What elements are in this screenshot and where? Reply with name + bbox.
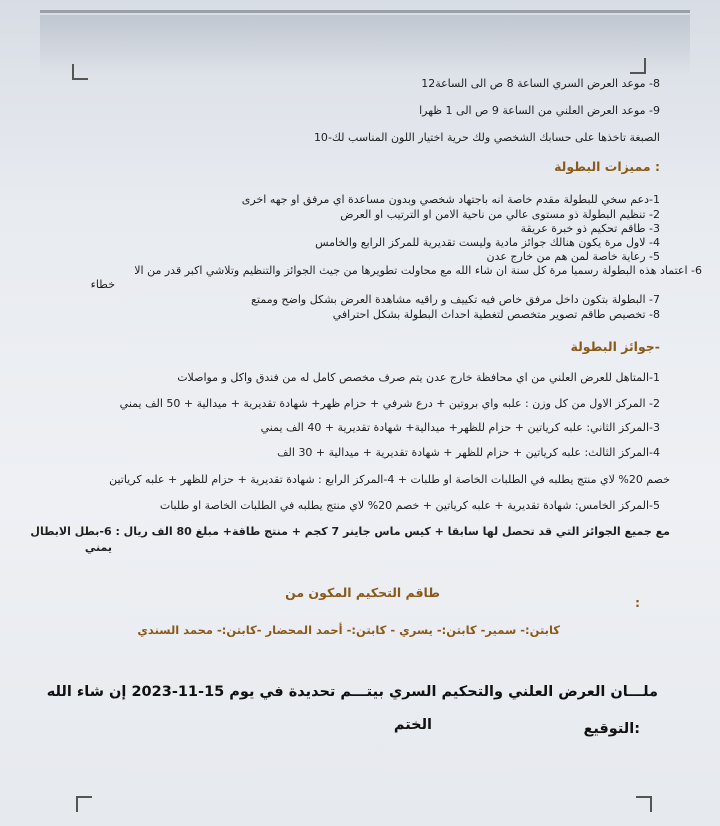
prize-item: 2- المركز الاول من كل وزن : علبه واي بروتين + درع شرفي + حزام ظهر+ شهادة تقديرية + ميدالية + 50 الف يمني xyxy=(119,397,660,410)
schedule-item-10: الصبغة تاخذها على حسابك الشخصي ولك حرية اختيار اللون المناسب لك-10 xyxy=(313,131,660,144)
prize-item: 4-المركز الثالث: علبه كرياتين + حزام للظهر + شهادة تقديرية + ميدالية + 30 الف xyxy=(277,446,660,459)
final-date-note: ملـــان العرض العلني والتحكيم السري بيتـــم تحديدة في يوم 15-11-2023 إن شاء الله xyxy=(46,684,658,700)
schedule-item-8: 8- موعد العرض السري الساعة 8 ص الى الساعة12 xyxy=(421,77,660,90)
feature-item: 8- تخصيص طاقم تصوير متخصص لتغطية احداث البطولة بشكل احترافي xyxy=(332,308,660,321)
prize-item: 5-المركز الخامس: شهادة تقديرية + علبه كرياتين + خصم 20% لاي منتج يطلبه في الطلبات الخاصة او طلبات xyxy=(159,499,660,512)
signature-label: :التوقيع xyxy=(583,721,640,737)
feature-item: 3- طاقم تحكيم ذو خبرة عريقة xyxy=(520,222,660,235)
judges-names: كابتن:- سمير- كابتن:- يسري - كابتن:- أحمد المحضار -كابتن:- محمد السندي xyxy=(137,623,560,637)
corner-mark-top-left xyxy=(72,64,88,80)
prize-item-continuation: يمني xyxy=(84,541,112,554)
prize-item: 1-المتاهل للعرض العلني من اي محافظة خارج عدن يتم صرف مخصص كامل له من فندق واكل و مواصلات xyxy=(177,371,660,384)
judges-colon: : xyxy=(635,595,640,610)
feature-item: 4- لاول مرة يكون هنالك جوائز مادية وليست تقديرية للمركز الرابع والخامس xyxy=(315,236,660,249)
judges-heading: طاقم التحكيم المكون من xyxy=(285,585,440,600)
schedule-item-9: 9- موعد العرض العلني من الساعة 9 ص الى 1 ظهرا xyxy=(419,104,660,117)
feature-item-continuation: خطاء xyxy=(90,278,115,291)
page-top-rule xyxy=(40,10,690,13)
corner-mark-bottom-right xyxy=(636,796,652,812)
corner-mark-bottom-left xyxy=(76,796,92,812)
feature-item: 5- رعاية خاصة لمن هم من خارج عدن xyxy=(486,250,660,263)
corner-mark-top-right xyxy=(630,58,646,74)
feature-item: 1-دعم سخي للبطولة مقدم خاصة انه باجتهاد شخصي وبدون مساعدة اي مرفق او جهه اخرى xyxy=(241,193,660,206)
feature-item: 6- اعتماد هذه البطولة رسميا مرة كل سنة ان شاء الله مع محاولت تطويرها من جيث الجوائز والتنظيم وتلاشي اكبر قدر من الا xyxy=(134,264,702,277)
features-heading: : مميزات البطولة xyxy=(554,159,660,174)
prize-item: 3-المركز الثاني: علبه كرياتين + حزام للظهر+ ميدالية+ شهادة تقديرية + 40 الف يمني xyxy=(260,421,660,434)
feature-item: 2- تنظيم البطولة ذو مستوى عالي من ناحية الامن او الترتيب او العرض xyxy=(340,208,660,221)
feature-item: 7- البطولة بتكون داخل مرفق خاص فيه تكييف و راقيه مشاهدة العرض بشكل واضح وممتع xyxy=(251,293,660,306)
prizes-heading: -جوائز البطولة xyxy=(570,339,660,354)
prize-item: خصم 20% لاي منتج يطلبه في الطلبات الخاصة او طلبات + 4-المركز الرابع : شهادة تقديرية + حزام للظهر + علبه كرياتين xyxy=(109,473,670,486)
stamp-label: الختم xyxy=(393,717,432,733)
page-top-shadow xyxy=(40,15,690,75)
prize-item-champion: مع جميع الجوائز التي قد تحصل لها سابقا + كيس ماس جاينر 7 كجم + منتج طاقة+ مبلغ 80 الف ريال : 6-بطل الابطال xyxy=(30,525,670,538)
